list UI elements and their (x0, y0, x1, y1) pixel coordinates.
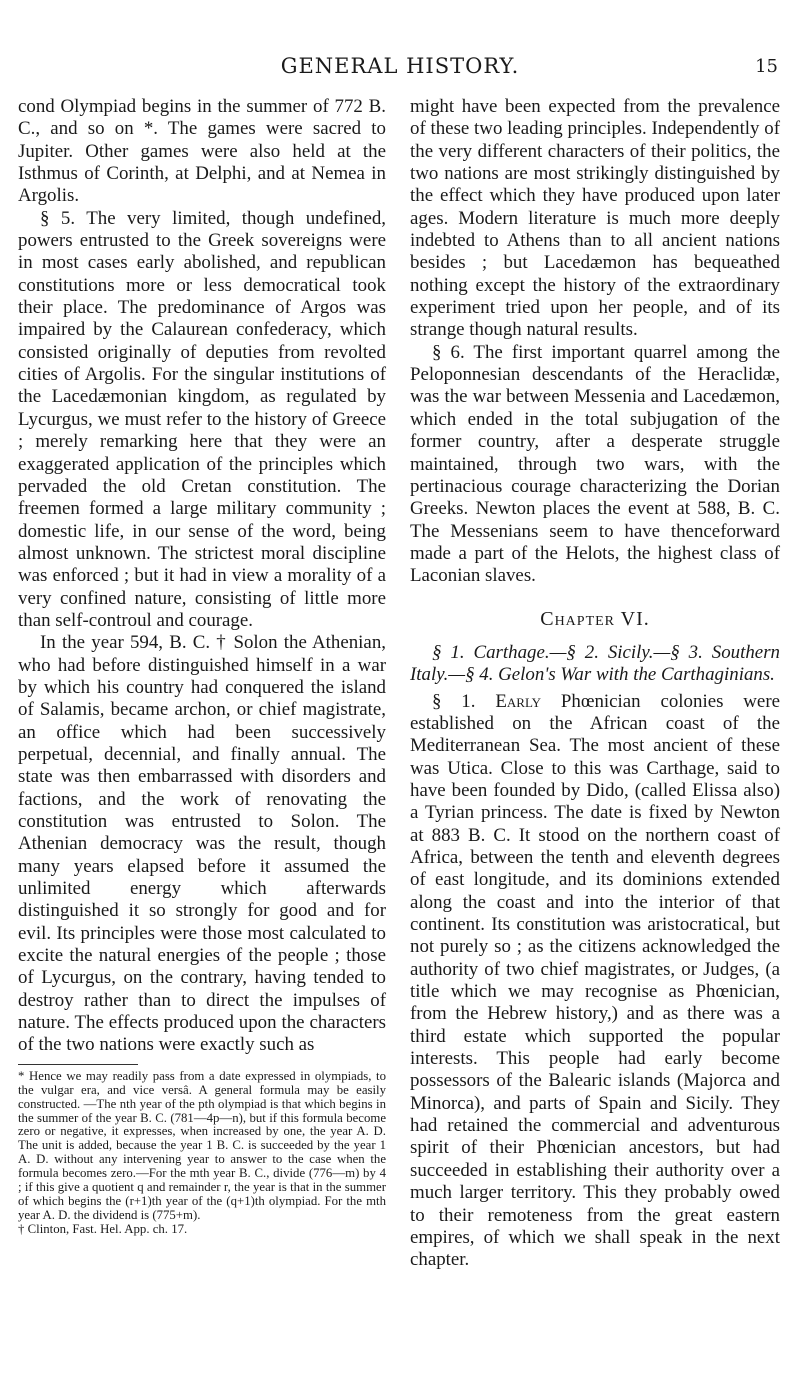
paragraph: cond Olympiad begins in the summer of 772 B. C., and so on *. The games were sacred to Jupiter. Other games were also held at the Isthmus of Corinth, at Delphi, and at Nemea in Argolis. (18, 96, 386, 207)
footnote: † Clinton, Fast. Hel. App. ch. 17. (18, 1221, 188, 1236)
footnote-divider (18, 1064, 138, 1065)
paragraph: In the year 594, B. C. † Solon the Athenian, who had before distinguished himself in a war by which his country had conquered the island of Salamis, became archon, or chief magistrate, an office which had been successively perpetual, decennial, and finally annual. The state was then embarrassed with disorders and factions, and the work of renovating the constitution was entrusted to Solon. The Athenian democracy was the result, though many years elapsed before it assumed the unlimited energy which afterwards distinguished it so strongly for good and for evil. Its principles were those most calculated to excite the natural energies of the people ; those of Lycurgus, on the contrary, having tended to destroy rather than to direct the impulses of nature. The effects produced upon the characters of the two nations were exactly such as (18, 632, 386, 1056)
section-body: Phœnician colonies were established on the African coast of the Mediterranean Sea. The most ancient of these was Utica. Close to this was Carthage, said to have been founded by Dido, (called Elissa also) a Tyrian princess. The date is fixed by Newton at 883 B. C. It stood on the northern coast of Africa, between the tenth and eleventh degrees of east longitude, and its dominions extended along the coast and into the interior of that continent. Its constitution was aristocratical, but not purely so ; as the citizens acknowledged the authority of two chief magistrates, or Judges, (a title which we may recognise as Phœnician, from the Hebrew history,) and as there was a third estate which supported the popular interests. This people had early become possessors of the Balearic islands (Majorca and Minorca), and parts of Spain and Sicily. They had retained the commercial and adventurous spirit of their Phœnician ancestors, but had succeeded in establishing their authority over a much larger territory. This they probably owed to their remoteness from the great eastern empires, of which we shall speak in the next chapter. (410, 690, 780, 1271)
chapter-summary: § 1. Carthage.—§ 2. Sicily.—§ 3. Southern Italy.—§ 4. Gelon's War with the Carthaginians. (410, 641, 780, 686)
chapter-heading: Chapter VI. (540, 607, 650, 630)
paragraph: § 5. The very limited, though undefined, powers entrusted to the Greek sovereigns were in most cases early abolished, and republican constitutions more or less democratical took their place. The predominance of Argos was impaired by the Calaurean confederacy, which consisted originally of deputies from revolted cities of Argolis. For the singular institutions of the Lacedæmonian kingdom, as regulated by Lycurgus, we must refer to the history of Greece ; merely remarking here that they were an exaggerated application of the principles which pervaded the old Cretan constitution. The freemen formed a large military community ; domestic life, in our sense of the word, being almost unknown. The strictest moral discipline was enforced ; but it had in view a morality of a very confined nature, consisting of little more than self-controul and courage. (18, 207, 386, 631)
paragraph (410, 691, 780, 1272)
section-lead: Early (495, 690, 541, 712)
running-title: GENERAL HISTORY. (280, 54, 520, 78)
section-mark: § 1. (432, 690, 476, 712)
right-column (410, 96, 780, 1272)
page-number: 15 (755, 56, 778, 77)
left-column (18, 96, 386, 1237)
paragraph: § 6. The first important quarrel among the Peloponnesian descendants of the Heraclidæ, was the war between Messenia and Lacedæmon, which ended in the total subjugation of the former country, after a desperate struggle maintained, through two wars, with the pertinacious courage characterizing the Dorian Greeks. Newton places the event at 588, B. C. The Messenians seem to have thenceforward made a part of the Helots, the highest class of Laconian slaves. (410, 341, 780, 587)
paragraph: might have been expected from the prevalence of these two leading principles. Independently of the very different characters of their politics, the two nations are most strikingly distinguished by the effect which they have produced upon later ages. Modern literature is much more deeply indebted to Athens than to all ancient nations besides ; but Lacedæmon has bequeathed nothing except the history of the extraordinary experiment tried upon her people, and of its strange though natural results. (410, 96, 780, 341)
footnote: * Hence we may readily pass from a date expressed in olympiads, to the vulgar era, and vice versâ. A general formula may be easily constructed. —The nth year of the pth olympiad is that which begins in the summer of the year B. C. (781—4p—n), but if this formula become zero or negative, it expresses, when increased by one, the year A. D. The unit is added, because the year 1 B. C. is succeeded by the year 1 A. D. without any intervening year to answer to the case when the formula becomes zero.—For the mth year B. C., divide (776—m) by 4 ; if this give a quotient q and remainder r, the year is that in the summer of which begins the (r+1)th year of the (q+1)th olympiad. For the mth year A. D. the dividend is (775+m). (18, 1068, 386, 1222)
page-header (10, 54, 778, 84)
